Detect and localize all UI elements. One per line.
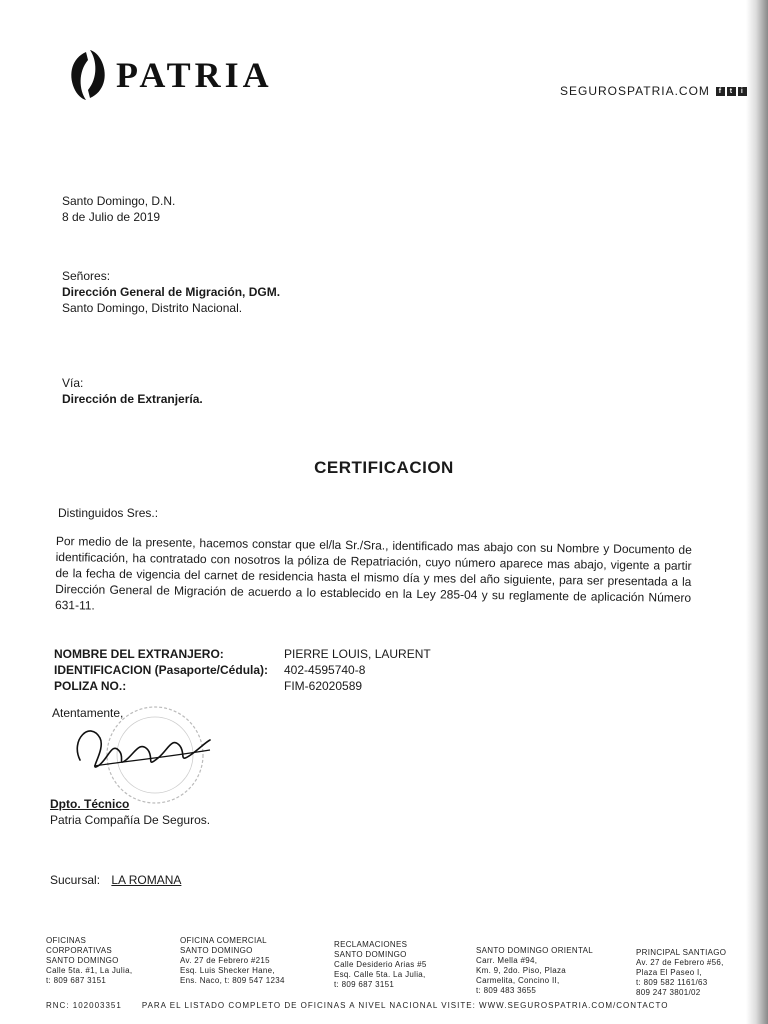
field-value-policy: FIM-62020589 (284, 679, 363, 693)
branch-label: Sucursal: (50, 873, 101, 887)
office-line: SANTO DOMINGO (46, 956, 119, 965)
patria-logo (66, 48, 273, 102)
office-line: Ens. Naco, t: 809 547 1234 (180, 976, 285, 985)
instagram-icon: i (738, 87, 747, 96)
facebook-icon: f (716, 87, 725, 96)
rnc-number: RNC: 102003351 (46, 1001, 122, 1010)
via-value: Dirección de Extranjería. (62, 392, 203, 406)
office-santiago (636, 948, 726, 998)
signatory (50, 796, 210, 828)
field-value-id: 402-4595740-8 (284, 663, 366, 677)
office-line: Calle Desiderio Arias #5 (334, 960, 427, 969)
office-line: Carr. Mella #94, (476, 956, 538, 965)
office-line: Calle 5ta. #1, La Julia, (46, 966, 133, 975)
date: 8 de Julio de 2019 (62, 210, 161, 224)
office-line: PRINCIPAL SANTIAGO (636, 948, 727, 957)
field-value-name: PIERRE LOUIS, LAURENT (284, 647, 431, 661)
office-line: SANTO DOMINGO (334, 950, 407, 959)
office-line: SANTO DOMINGO ORIENTAL (476, 946, 593, 955)
website-header (560, 84, 747, 98)
branch-value: LA ROMANA (111, 873, 182, 887)
office-line: Km. 9, 2do. Piso, Plaza (476, 966, 567, 975)
office-line: Av. 27 de Febrero #215 (180, 956, 270, 965)
scan-shadow-edge (746, 0, 768, 1024)
office-claims (334, 940, 427, 990)
office-line: Esq. Luis Shecker Hane, (180, 966, 275, 975)
contact-line: PARA EL LISTADO COMPLETO DE OFICINAS A NIVEL NACIONAL VISITE: WWW.SEGUROSPATRIA.COM/CONTACTO (141, 1001, 669, 1010)
field-label-name: NOMBRE DEL EXTRANJERO: (54, 647, 224, 661)
salutation-label: Señores: (62, 269, 111, 283)
field-row (54, 662, 431, 678)
footer-bar (46, 1001, 736, 1010)
office-oriental (476, 946, 593, 996)
signature-stamp (60, 700, 230, 810)
field-row (54, 646, 431, 662)
document-title: CERTIFICACION (314, 458, 454, 477)
field-label-policy: POLIZA NO.: (54, 679, 127, 693)
office-line: CORPORATIVAS (46, 946, 112, 955)
website-url: SEGUROSPATRIA.COM (560, 84, 710, 98)
office-line: SANTO DOMINGO (180, 946, 253, 955)
office-line: t: 809 687 3151 (334, 980, 395, 989)
via-block (62, 375, 203, 407)
company-name: Patria Compañía De Seguros. (50, 813, 211, 827)
body-paragraph: Por medio de la presente, hacemos constar que el/la Sr./Sra., identificado mas abajo con su Nombre y Documento de identificación, ha contratado con nosotros la póliza de Repatriación, cuyo número aparece mas abajo, vigente a partir de la fecha de vigencia del carnet de residencia hasta el mismo día y mes del año siguiente, para ser presentada a la Dirección General de Migración de acuerdo a lo establecido en la Ley 285-04 y su reglamente de aplicación Número 631-11. (54, 533, 692, 613)
brand-name: PATRIA (116, 55, 273, 95)
office-line: OFICINA COMERCIAL (180, 936, 267, 945)
office-line: t: 809 582 1161/63 (636, 978, 708, 987)
branch (50, 873, 181, 887)
office-line: 809 247 3801/02 (636, 988, 701, 997)
farewell: Atentamente, (52, 706, 124, 720)
place-date (62, 193, 175, 225)
office-line: Carmelita, Concino II, (476, 976, 560, 985)
recipient-address: Santo Domingo, Distrito Nacional. (62, 301, 243, 315)
office-line: t: 809 483 3655 (476, 986, 537, 995)
recipient-name: Dirección General de Migración, DGM. (62, 285, 281, 299)
insured-details (54, 646, 431, 694)
office-line: t: 809 687 3151 (46, 976, 107, 985)
office-corporate (46, 936, 132, 986)
greeting: Distinguidos Sres.: (58, 506, 159, 520)
office-line: Esq. Calle 5ta. La Julia, (334, 970, 426, 979)
twitter-icon: t (727, 87, 736, 96)
recipient (62, 268, 280, 316)
social-icons (716, 87, 747, 96)
city: Santo Domingo, D.N. (62, 194, 176, 208)
department: Dpto. Técnico (50, 797, 130, 811)
office-commercial (180, 936, 285, 986)
office-line: RECLAMACIONES (334, 940, 408, 949)
office-line: Plaza El Paseo I, (636, 968, 703, 977)
via-label: Vía: (62, 376, 84, 390)
office-line: Av. 27 de Febrero #56, (636, 958, 724, 967)
patria-logo-icon (66, 48, 110, 102)
field-row (54, 678, 431, 694)
field-label-id: IDENTIFICACION (Pasaporte/Cédula): (54, 663, 269, 677)
office-line: OFICINAS (46, 936, 87, 945)
